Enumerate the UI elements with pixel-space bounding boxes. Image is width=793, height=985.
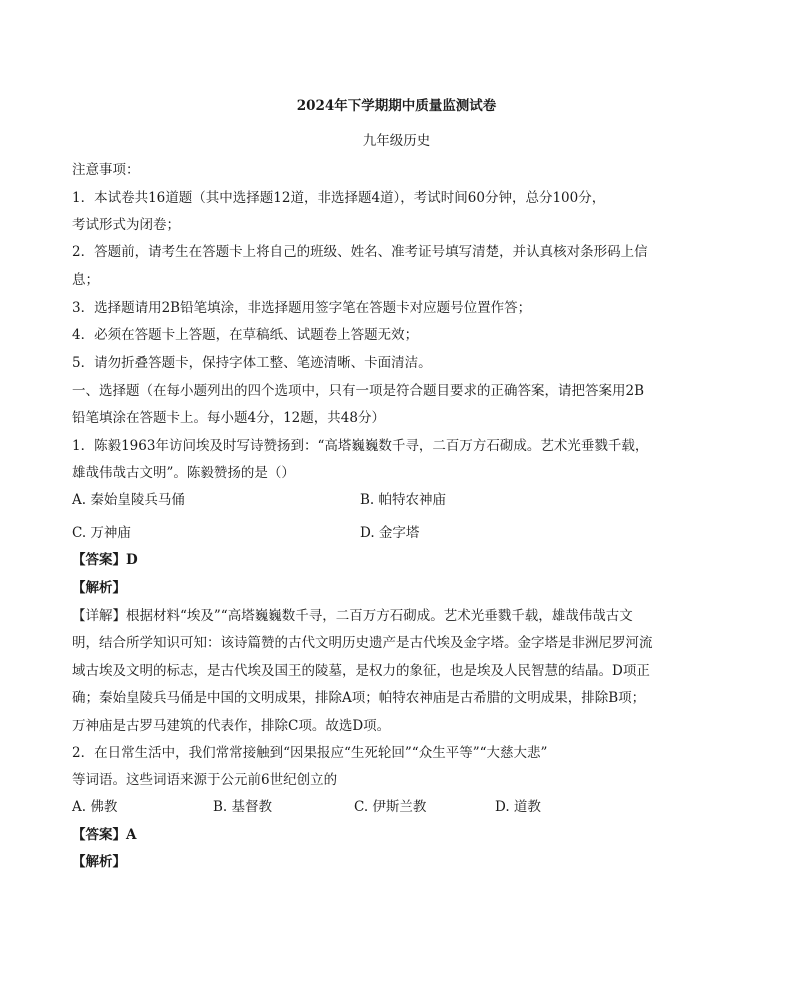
question-2-stem: 2．在日常生活中，我们常常接触到“因果报应“生死轮回”“众生平等”“大慈大悲” (72, 745, 548, 761)
question-1-option-b: B. 帕特农神庙 (360, 492, 447, 508)
notice-item-5: 5．请勿折叠答题卡，保持字体工整、笔迹清晰、卡面清洁。 (72, 355, 432, 371)
section-heading: 一、选择题（在每小题列出的四个选项中，只有一项是符合题目要求的正确答案，请把答案用2B (72, 383, 645, 399)
notice-item-2-cont: 息； (72, 272, 99, 288)
question-2-option-a: A. 佛教 (72, 799, 118, 815)
notice-item-1-cont: 考试形式为闭卷； (72, 217, 180, 233)
exam-subtitle: 九年级历史 (362, 133, 431, 149)
question-2-option-c: C. 伊斯兰教 (354, 799, 427, 815)
question-1-stem: 1．陈毅1963年访问埃及时写诗赞扬到：“高塔巍巍数千寻，二百万方石砌成。艺术光垂戮千载， (72, 438, 649, 454)
question-2-answer: 【答案】A (72, 827, 137, 843)
question-1-answer: 【答案】D (72, 552, 138, 568)
question-1-stem-cont: 雄哉伟哉古文明”。陈毅赞扬的是（） (72, 465, 295, 481)
question-1-detail-line: 域古埃及文明的标志，是古代埃及国王的陵墓，是权力的象征，也是埃及人民智慧的结晶。D项正 (72, 663, 650, 679)
notice-item-3: 3．选择题请用2B铅笔填涂，非选择题用签字笔在答题卡对应题号位置作答； (72, 300, 532, 316)
question-2-analysis-label: 【解析】 (72, 854, 126, 870)
question-1-analysis-label: 【解析】 (72, 580, 126, 596)
question-1-detail-line: 确；秦始皇陵兵马俑是中国的文明成果，排除A项；帕特农神庙是古希腊的文明成果，排除B项； (72, 690, 646, 706)
question-1-detail-line: 明，结合所学知识可知：该诗篇赞的古代文明历史遗产是古代埃及金字塔。金字塔是非洲尼罗河流 (72, 635, 653, 651)
question-2-option-d: D. 道教 (495, 799, 541, 815)
section-heading-cont: 铅笔填涂在答题卡上。每小题4分，12题，共48分） (72, 410, 385, 426)
question-2-option-b: B. 基督教 (213, 799, 273, 815)
question-1-option-a: A. 秦始皇陵兵马俑 (72, 492, 185, 508)
exam-title: 2024年下学期期中质量监测试卷 (296, 98, 497, 114)
question-1-option-c: C. 万神庙 (72, 525, 131, 541)
notice-heading: 注意事项： (72, 162, 140, 178)
question-1-detail-line: 【详解】根据材料“埃及”“高塔巍巍数千寻，二百万方石砌成。艺术光垂戮千载，雄哉伟哉古文 (72, 608, 633, 624)
notice-item-4: 4．必须在答题卡上答题，在草稿纸、试题卷上答题无效； (72, 327, 419, 343)
notice-item-2: 2．答题前，请考生在答题卡上将自己的班级、姓名、准考证号填写清楚，并认真核对条形码上信 (72, 244, 648, 260)
notice-item-1: 1．本试卷共16道题（其中选择题12道，非选择题4道），考试时间60分钟，总分100分， (72, 190, 606, 206)
question-1-option-d: D. 金字塔 (360, 525, 420, 541)
question-1-detail-line: 万神庙是古罗马建筑的代表作，排除C项。故选D项。 (72, 718, 391, 734)
question-2-stem-cont: 等词语。这些词语来源于公元前6世纪创立的 (72, 772, 338, 788)
